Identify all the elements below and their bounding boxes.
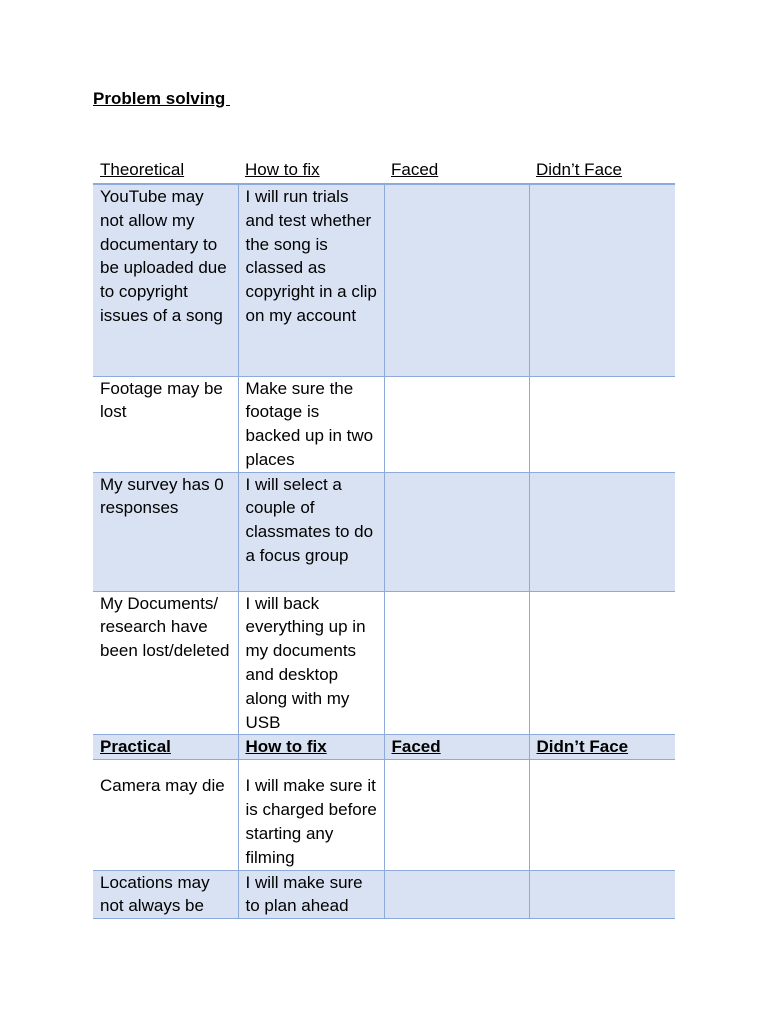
faced-cell bbox=[384, 184, 529, 376]
table-header-row bbox=[93, 158, 675, 184]
faced-cell bbox=[384, 591, 529, 735]
didnt-face-cell bbox=[529, 472, 675, 591]
risk-cell: Camera may die bbox=[93, 760, 238, 870]
header-didnt-face: Didn’t Face bbox=[529, 158, 675, 184]
table-row bbox=[93, 870, 675, 919]
didnt-face-cell bbox=[529, 591, 675, 735]
table-row bbox=[93, 472, 675, 591]
header-practical: Practical bbox=[93, 735, 238, 760]
fix-cell: Make sure the footage is backed up in two places bbox=[238, 376, 384, 472]
header-how-to-fix-practical: How to fix bbox=[238, 735, 384, 760]
table-row bbox=[93, 760, 675, 870]
didnt-face-cell bbox=[529, 184, 675, 376]
didnt-face-cell bbox=[529, 760, 675, 870]
faced-cell bbox=[384, 376, 529, 472]
fix-cell: I will run trials and test whether the song is classed as copyright in a clip on my account bbox=[238, 184, 384, 376]
risk-cell: My survey has 0 responses bbox=[93, 472, 238, 591]
fix-cell: I will make sure it is charged before starting any filming bbox=[238, 760, 384, 870]
faced-cell bbox=[384, 472, 529, 591]
table-row bbox=[93, 376, 675, 472]
page-title: Problem solving bbox=[93, 89, 230, 108]
table-row bbox=[93, 184, 675, 376]
header-didnt-face-practical: Didn’t Face bbox=[529, 735, 675, 760]
faced-cell bbox=[384, 760, 529, 870]
risk-cell: YouTube may not allow my documentary to be uploaded due to copyright issues of a song bbox=[93, 184, 238, 376]
risk-cell: Locations may not always be bbox=[93, 870, 238, 919]
didnt-face-cell bbox=[529, 376, 675, 472]
practical-header-row bbox=[93, 735, 675, 760]
fix-cell: I will make sure to plan ahead bbox=[238, 870, 384, 919]
fix-cell: I will back everything up in my documents and desktop along with my USB bbox=[238, 591, 384, 735]
risk-cell: My Documents/ research have been lost/deleted bbox=[93, 591, 238, 735]
fix-cell: I will select a couple of classmates to do a focus group bbox=[238, 472, 384, 591]
table-row bbox=[93, 591, 675, 735]
didnt-face-cell bbox=[529, 870, 675, 919]
header-how-to-fix: How to fix bbox=[238, 158, 384, 184]
header-faced: Faced bbox=[384, 158, 529, 184]
header-faced-practical: Faced bbox=[384, 735, 529, 760]
problem-solving-table bbox=[93, 158, 675, 919]
header-theoretical: Theoretical bbox=[93, 158, 238, 184]
risk-cell: Footage may be lost bbox=[93, 376, 238, 472]
faced-cell bbox=[384, 870, 529, 919]
